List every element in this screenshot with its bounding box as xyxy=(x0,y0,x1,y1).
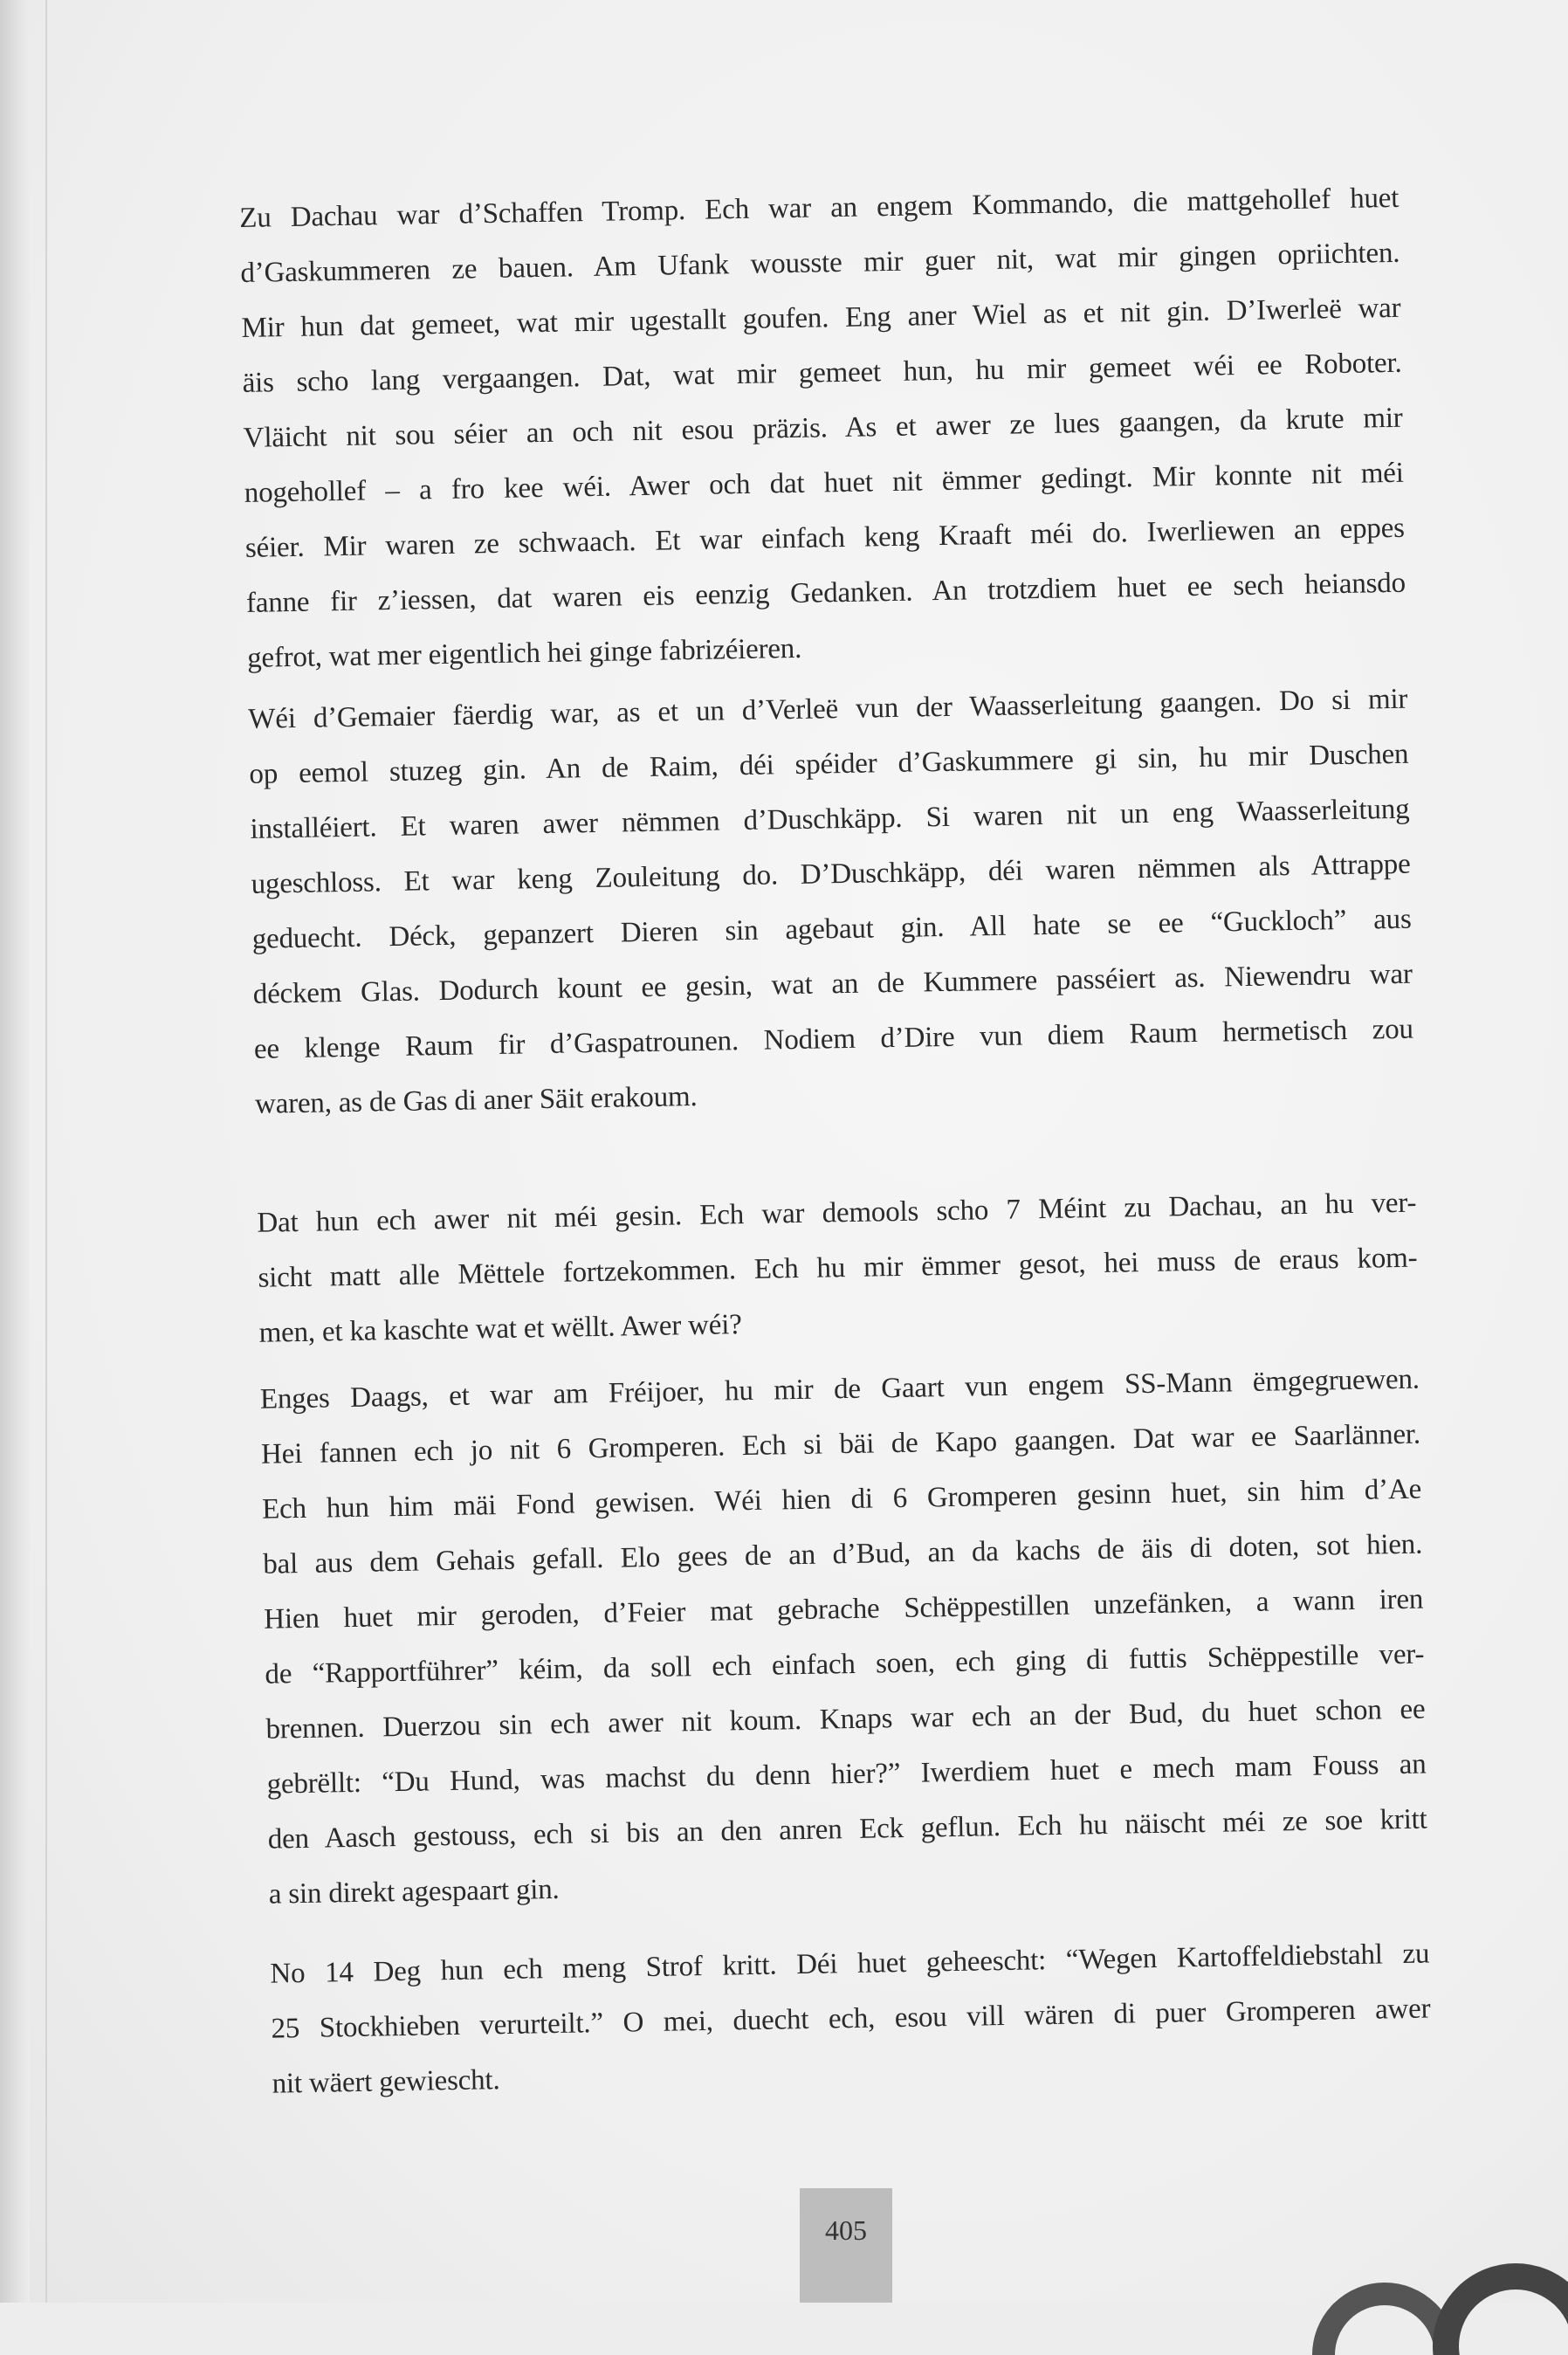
text-line: Enges Daags, et war am Fréijoer, hu mir de Gaart vun engem SS-Mann ëmgegruewen. xyxy=(259,1363,1420,1415)
page-number-box xyxy=(800,2188,892,2303)
text-line: Hei fannen ech jo nit 6 Gromperen. Ech si bäi de Kapo gaangen. Dat war ee Saarlänner. xyxy=(260,1418,1421,1470)
page-gutter-edge xyxy=(0,0,30,2303)
paragraph xyxy=(270,1926,1432,2111)
text-line: ugeschloss. Et war keng Zouleitung do. D’Duschkäpp, déi waren nëmmen als Attrappe xyxy=(251,848,1411,900)
text-line: äis scho lang vergaangen. Dat, wat mir gemeet hun, hu mir gemeet wéi ee Roboter. xyxy=(242,347,1402,399)
text-line: séier. Mir waren ze schwaach. Et war einfach keng Kraaft méi do. Iwerliewen an eppes xyxy=(244,512,1406,564)
text-line: Dat hun ech awer nit méi gesin. Ech war demools scho 7 Méint zu Dachau, an hu ver- xyxy=(257,1187,1417,1239)
paragraph xyxy=(257,1176,1419,1361)
text-line: déckem Glas. Dodurch kount ee gesin, wat an de Kummere passéiert as. Niewendru war xyxy=(252,958,1413,1010)
text-line: nogehollef – a fro kee wéi. Awer och dat huet nit ëmmer gedingt. Mir konnte nit méi xyxy=(244,457,1404,509)
paragraph xyxy=(259,1353,1428,1923)
text-line: nit wäert gewiescht. xyxy=(272,2064,500,2100)
decorative-corner-ornament xyxy=(1289,2207,1568,2355)
text-line: den Aasch gestouss, ech si bis an den anren Eck geflun. Ech hu näischt méi ze soe kritt xyxy=(267,1803,1427,1856)
gutter-line xyxy=(45,0,47,2303)
text-line: ee klenge Raum fir d’Gaspatrounen. Nodiem d’Dire vun diem Raum hermetisch zou xyxy=(253,1013,1414,1065)
text-line: d’Gaskummeren ze bauen. Am Ufank wousste mir guer nit, wat mir gingen opriichten. xyxy=(240,237,1400,289)
text-line: Hien huet mir geroden, d’Feier mat gebrache Schëppestillen unzefänken, a wann iren xyxy=(264,1583,1424,1635)
text-line: Ech hun him mäi Fond gewisen. Wéi hien di 6 Gromperen gesinn huet, sin him d’Ae xyxy=(261,1473,1422,1525)
paragraph xyxy=(239,171,1407,686)
text-line: men, et ka kaschte wat et wëllt. Awer wéi? xyxy=(258,1309,742,1349)
text-line: de “Rapportführer” kéim, da soll ech einfach soen, ech ging di futtis Schëppestille ver- xyxy=(265,1638,1425,1691)
text-line: Mir hun dat gemeet, wat mir ugestallt goufen. Eng aner Wiel as et nit gin. D’Iwerleë war xyxy=(241,292,1401,344)
text-line: fanne fir z’iessen, dat waren eis eenzig Gedanken. An trotzdiem huet ee sech heiansdo xyxy=(245,567,1406,619)
text-line: installéiert. Et waren awer nëmmen d’Duschkäpp. Si waren nit un eng Waasserleitung xyxy=(250,793,1410,845)
text-line: waren, as de Gas di aner Säit erakoum. xyxy=(254,1080,698,1120)
text-line: Zu Dachau war d’Schaffen Tromp. Ech war an engem Kommando, die mattgehollef huet xyxy=(239,182,1400,234)
text-line: a sin direkt agespaart gin. xyxy=(268,1873,560,1911)
text-line: sicht matt alle Mëttele fortzekommen. Ech hu mir ëmmer gesot, hei muss de eraus kom- xyxy=(258,1242,1418,1294)
text-line: brennen. Duerzou sin ech awer nit koum. Knaps war ech an der Bud, du huet schon ee xyxy=(265,1693,1426,1746)
text-line: op eemol stuzeg gin. An de Raim, déi spéider d’Gaskummere gi sin, hu mir Duschen xyxy=(249,738,1409,790)
page-number: 405 xyxy=(825,2214,867,2246)
text-line: 25 Stockhieben verurteilt.” O mei, duecht ech, esou vill wären di puer Gromperen awer xyxy=(271,1993,1431,2045)
text-line: bal aus dem Gehais gefall. Elo gees de an d’Bud, an da kachs de äis di doten, sot hien. xyxy=(262,1528,1423,1580)
text-line: No 14 Deg hun ech meng Strof kritt. Déi huet geheescht: “Wegen Kartoffeldiebstahl zu xyxy=(270,1938,1430,1990)
text-line: Wéi d’Gemaier fäerdig war, as et un d’Verleë vun der Waasserleitung gaangen. Do si mir xyxy=(248,683,1408,735)
paragraph xyxy=(248,672,1415,1133)
text-line: gebrëllt: “Du Hund, was machst du denn hier?” Iwerdiem huet e mech mam Fouss an xyxy=(266,1748,1427,1801)
text-line: geduecht. Déck, gepanzert Dieren sin agebaut gin. All hate se ee “Guckloch” aus xyxy=(251,903,1412,955)
text-line: Vläicht nit sou séier an och nit esou präzis. As et awer ze lues gaangen, da krute mir xyxy=(243,402,1403,454)
text-line: gefrot, wat mer eigentlich hei ginge fabrizéieren. xyxy=(246,632,802,674)
